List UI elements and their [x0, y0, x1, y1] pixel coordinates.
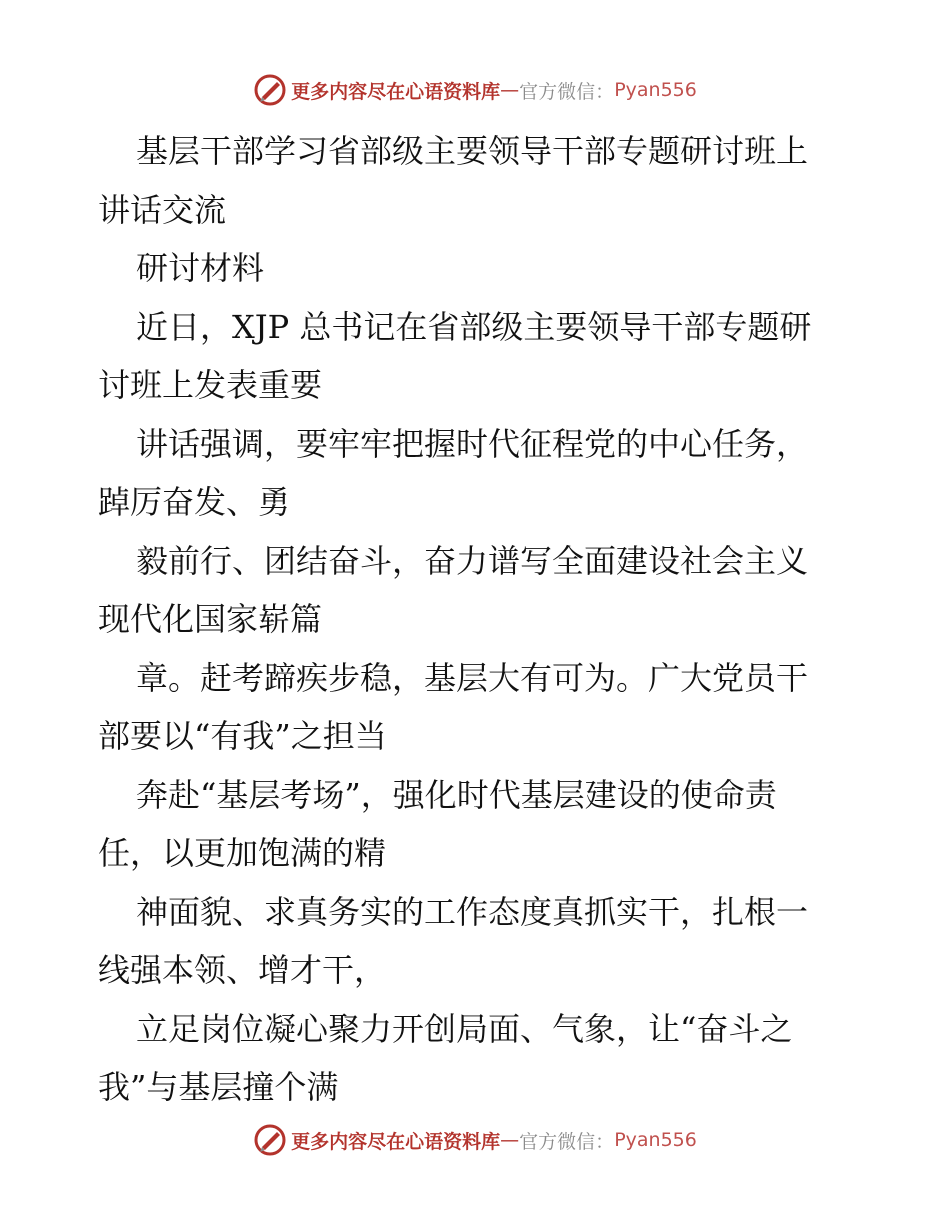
text-line: 立足岗位凝心聚力开创局面、气象，让“奋斗之	[136, 1009, 793, 1048]
banner-wechat-id: Pyan556	[614, 79, 697, 101]
text-line: 讨班上发表重要	[98, 366, 323, 404]
header-banner	[0, 70, 950, 110]
text-line: 神面貌、求真务实的工作态度真抓实干，扎根一	[136, 892, 809, 931]
banner-wechat-id: Pyan556	[614, 1129, 697, 1151]
banner-wechat-label: 官方微信：	[519, 1130, 615, 1153]
text-line: 章。赶考蹄疾步稳，基层大有可为。广大党员干	[136, 658, 809, 697]
text-line: 讲话强调，要牢牢把握时代征程党的中心任务，	[136, 424, 809, 463]
pen-circle-logo-icon	[253, 1123, 287, 1157]
banner-dash: —	[500, 1129, 520, 1151]
banner-wechat-label: 官方微信：	[519, 80, 615, 103]
text-line: 任，以更加饱满的精	[98, 834, 387, 872]
banner-brand-text: 更多内容尽在心语资料库	[291, 1130, 501, 1153]
text-line: 讲话交流	[98, 190, 227, 229]
text-line: 线强本领、增才干，	[98, 951, 387, 989]
document-body	[98, 122, 858, 1117]
banner-dash: —	[500, 79, 520, 101]
text-line: 踔厉奋发、勇	[98, 483, 291, 521]
banner-brand-text: 更多内容尽在心语资料库	[291, 80, 501, 103]
pen-circle-logo-icon	[253, 73, 287, 107]
text-line: 现代化国家崭篇	[98, 600, 323, 638]
text-line: 奔赴“基层考场”，强化时代基层建设的使命责	[136, 775, 777, 814]
footer-banner	[0, 1120, 950, 1160]
text-line: 毅前行、团结奋斗，奋力谱写全面建设社会主义	[136, 541, 809, 580]
text-line: 研讨材料	[136, 249, 265, 287]
text-line: 部要以“有我”之担当	[98, 717, 387, 755]
text-line: 我”与基层撞个满	[98, 1068, 339, 1106]
text-line: 基层干部学习省部级主要领导干部专题研讨班上	[136, 132, 809, 170]
text-line: 近日，XJP 总书记在省部级主要领导干部专题研	[136, 307, 812, 346]
